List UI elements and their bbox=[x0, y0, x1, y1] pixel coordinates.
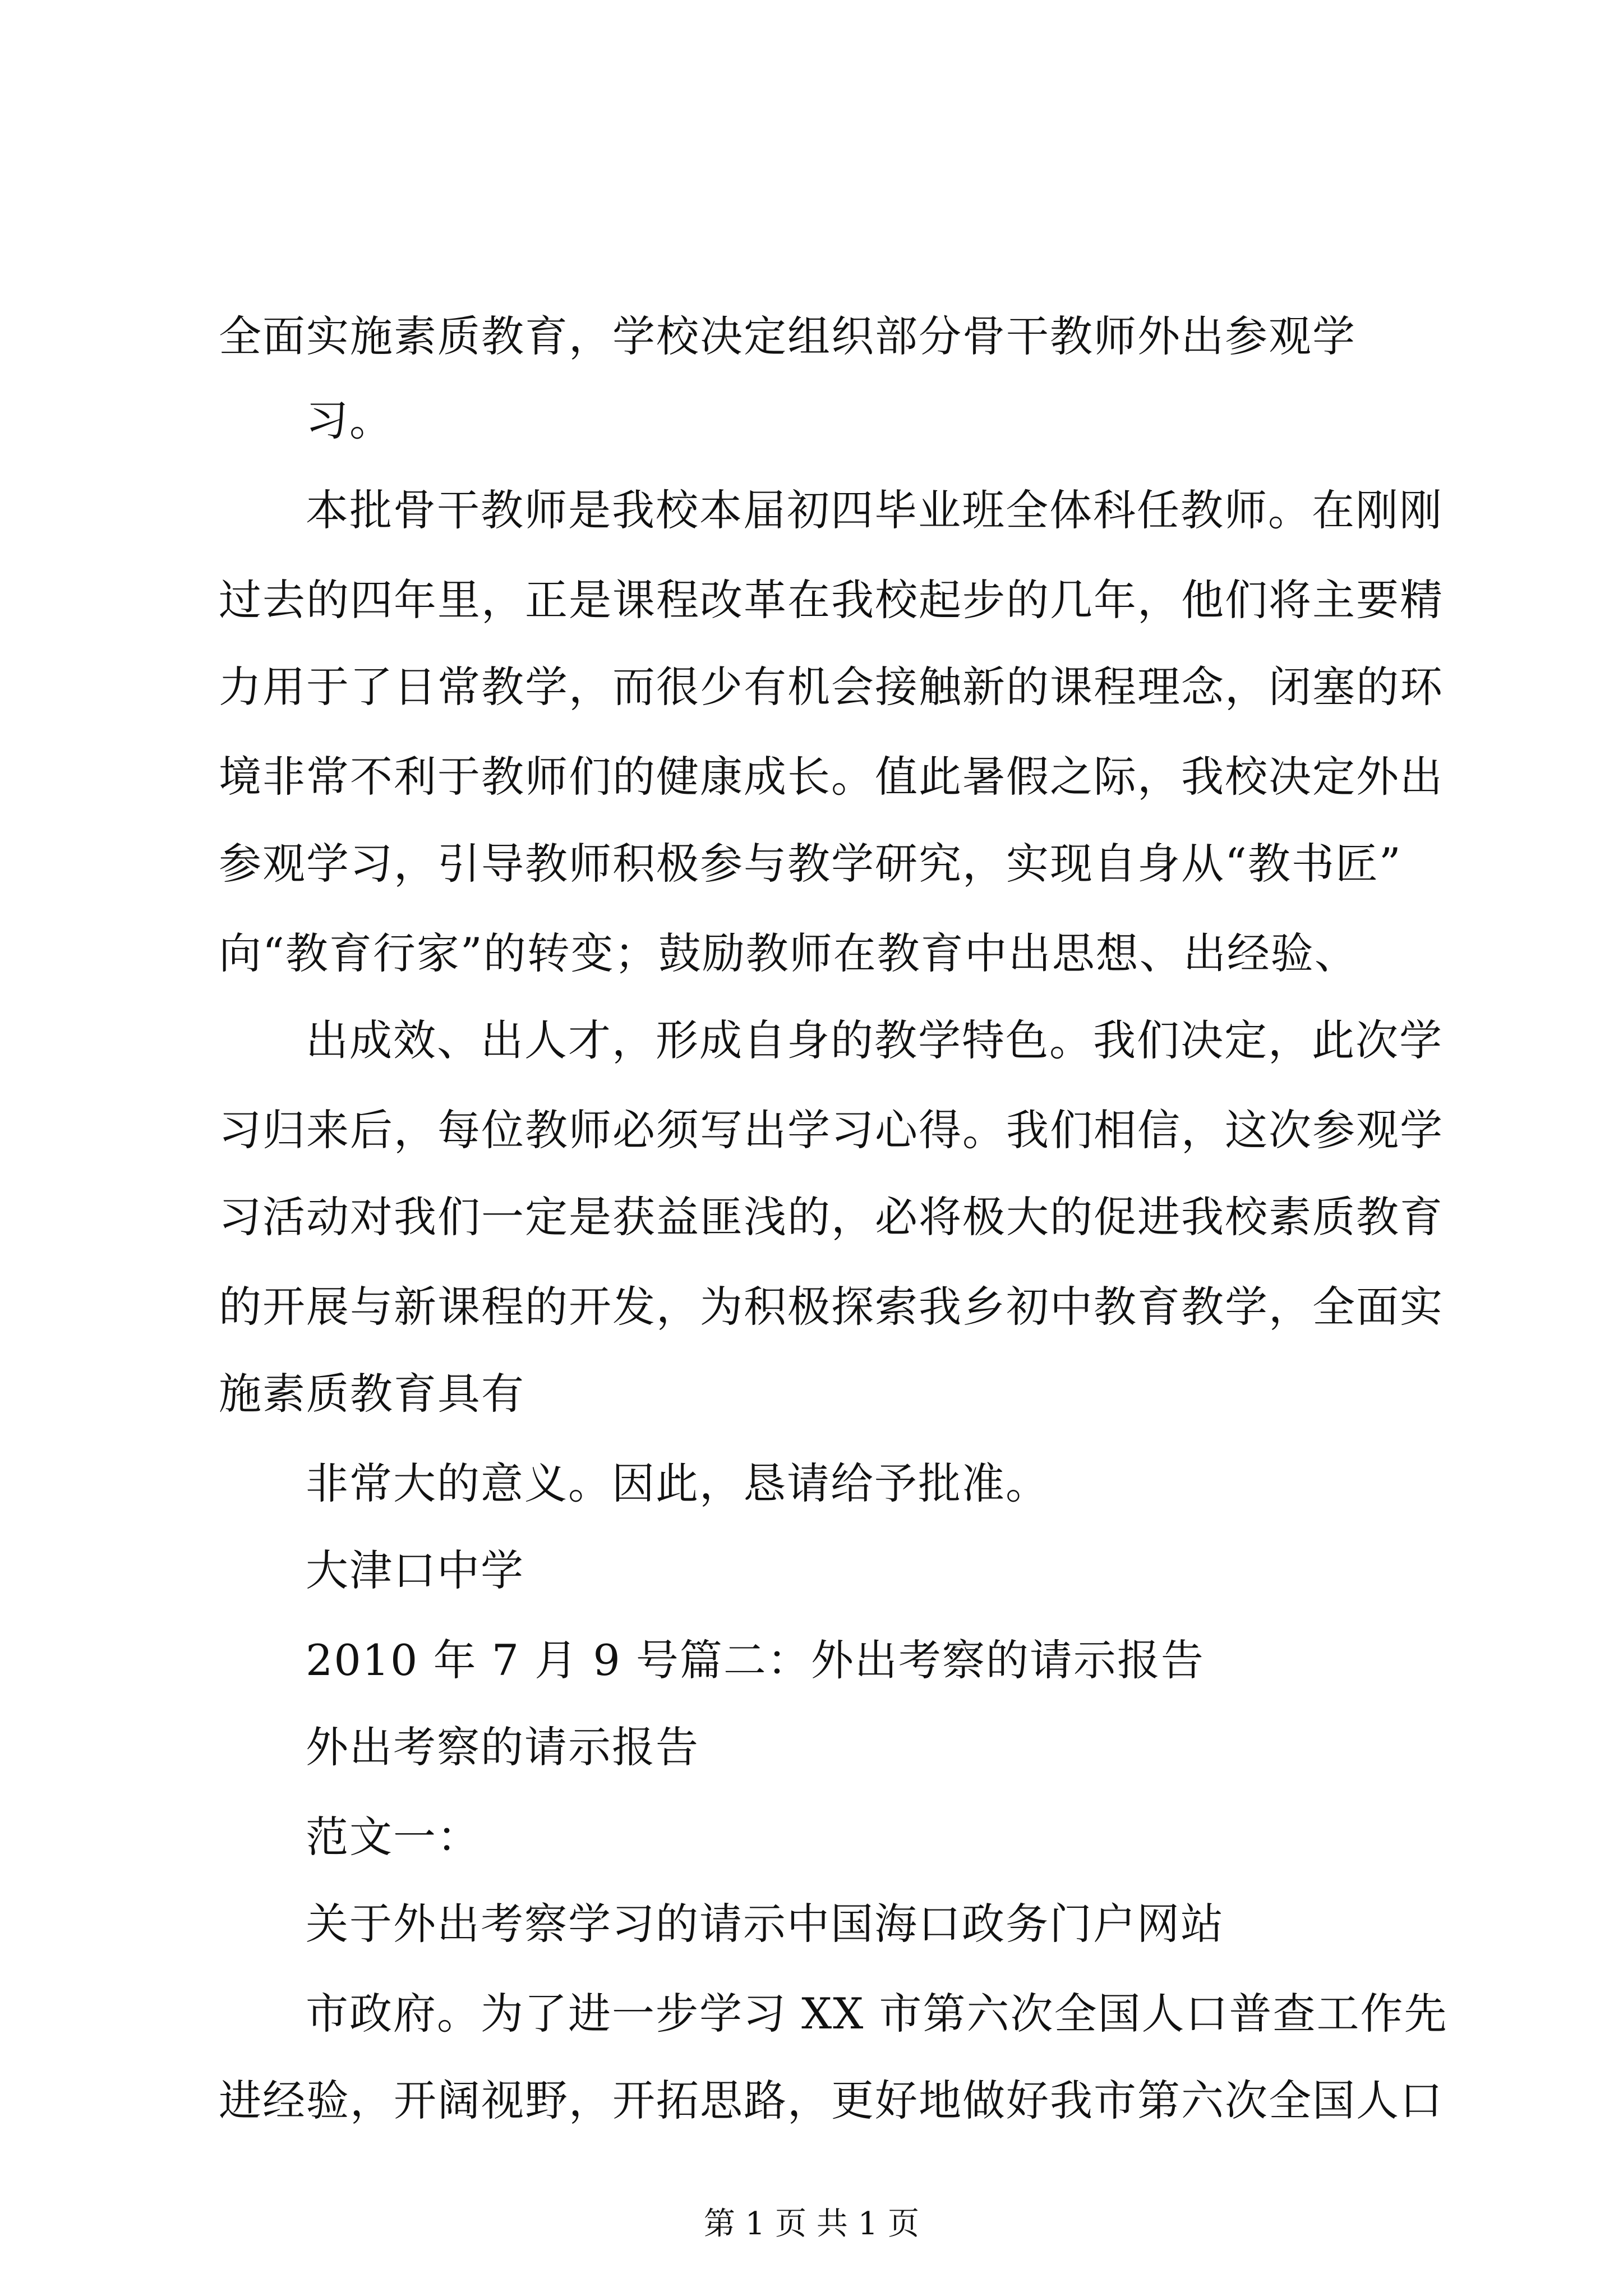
page-footer: 第 1 页 共 1 页 bbox=[703, 2206, 920, 2242]
text-line: 习。 bbox=[306, 395, 393, 445]
text-line: 参观学习，引导教师积极参与教学研究，实现自身从“教书匠” bbox=[219, 839, 1402, 889]
text-line: 全面实施素质教育，学校决定组织部分骨干教师外出参观学 bbox=[219, 311, 1356, 361]
text-line: 非常大的意义。因此，恳请给予批准。 bbox=[306, 1458, 1049, 1508]
text-line: 习归来后，每位教师必须写出学习心得。我们相信，这次参观学 bbox=[219, 1105, 1444, 1155]
text-line: 外出考察的请示报告 bbox=[306, 1722, 699, 1772]
text-line: 2010 年 7 月 9 号篇二：外出考察的请示报告 bbox=[306, 1635, 1205, 1685]
text-line: 出成效、出人才，形成自身的教学特色。我们决定，此次学 bbox=[306, 1015, 1443, 1065]
text-line: 向“教育行家”的转变；鼓励教师在教育中出思想、出经验、 bbox=[219, 928, 1358, 978]
text-line: 本批骨干教师是我校本届初四毕业班全体科任教师。在刚刚 bbox=[306, 485, 1443, 535]
text-line: 范文一： bbox=[306, 1812, 481, 1862]
text-line: 力用于了日常教学，而很少有机会接触新的课程理念，闭塞的环 bbox=[219, 662, 1444, 712]
text-line: 境非常不利于教师们的健康成长。值此暑假之际，我校决定外出 bbox=[219, 752, 1444, 802]
text-line: 习活动对我们一定是获益匪浅的，必将极大的促进我校素质教育 bbox=[219, 1192, 1444, 1242]
text-line: 进经验，开阔视野，开拓思路，更好地做好我市第六次全国人口 bbox=[219, 2076, 1444, 2125]
text-line: 过去的四年里，正是课程改革在我校起步的几年，他们将主要精 bbox=[219, 575, 1444, 625]
text-line: 关于外出考察学习的请示中国海口政务门户网站 bbox=[306, 1899, 1224, 1949]
text-line: 市政府。为了进一步学习 XX 市第六次全国人口普查工作先 bbox=[306, 1989, 1448, 2039]
text-line: 施素质教育具有 bbox=[219, 1369, 525, 1419]
text-line: 的开展与新课程的开发，为积极探索我乡初中教育教学，全面实 bbox=[219, 1282, 1444, 1332]
text-line: 大津口中学 bbox=[306, 1545, 524, 1595]
